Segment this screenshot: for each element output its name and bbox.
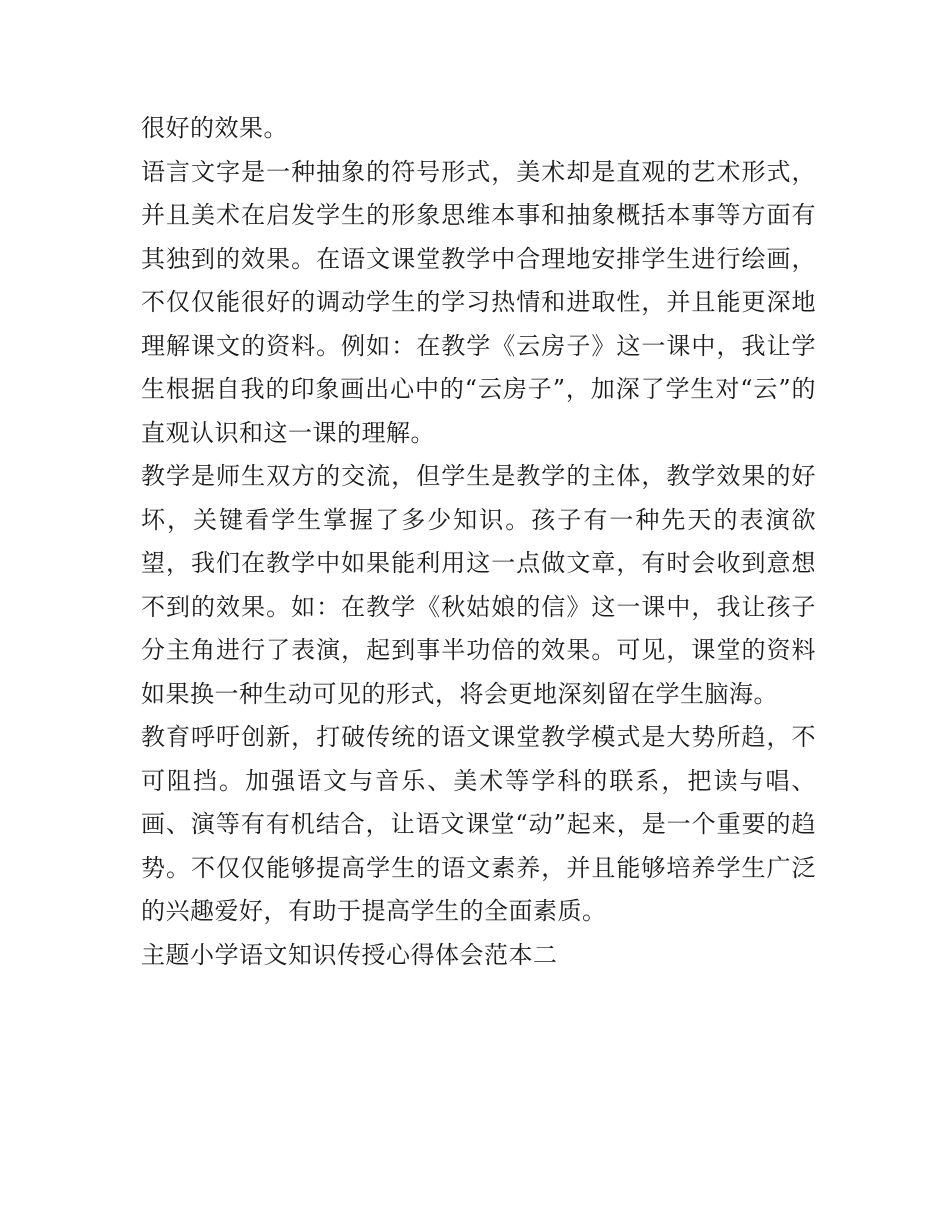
paragraph-2: 语言文字是一种抽象的符号形式，美术却是直观的艺术形式，并且美术在启发学生的形象思维本事和抽象概括本事等方面有其独到的效果。在语文课堂教学中合理地安排学生进行绘画，不仅仅能很好的调动学生的学习热情和进取性，并且能更深地理解课文的资料。例如：在教学《云房子》这一课中，我让学生根据自我的印象画出心中的“云房子”，加深了学生对“云”的直观认识和这一课的理解。 (141, 157, 816, 447)
paragraph-3: 教学是师生双方的交流，但学生是教学的主体，教学效果的好坏，关键看学生掌握了多少知识。孩子有一种先天的表演欲望，我们在教学中如果能利用这一点做文章，有时会收到意想不到的效果。如：在教学《秋姑娘的信》这一课中，我让孩子分主角进行了表演，起到事半功倍的效果。可见，课堂的资料如果换一种生动可见的形式，将会更地深刻留在学生脑海。 (141, 462, 816, 708)
paragraph-1: 很好的效果。 (141, 114, 288, 142)
paragraph-4: 教育呼吁创新，打破传统的语文课堂教学模式是大势所趋，不可阻挡。加强语文与音乐、美术等学科的联系，把读与唱、画、演等有有机结合，让语文课堂“动”起来，是一个重要的趋势。不仅仅能够提高学生的语文素养，并且能够培养学生广泛的兴趣爱好，有助于提高学生的全面素质。 (141, 723, 816, 925)
section-heading: 主题小学语文知识传授心得体会范本二 (141, 940, 558, 969)
document-body (141, 107, 816, 977)
